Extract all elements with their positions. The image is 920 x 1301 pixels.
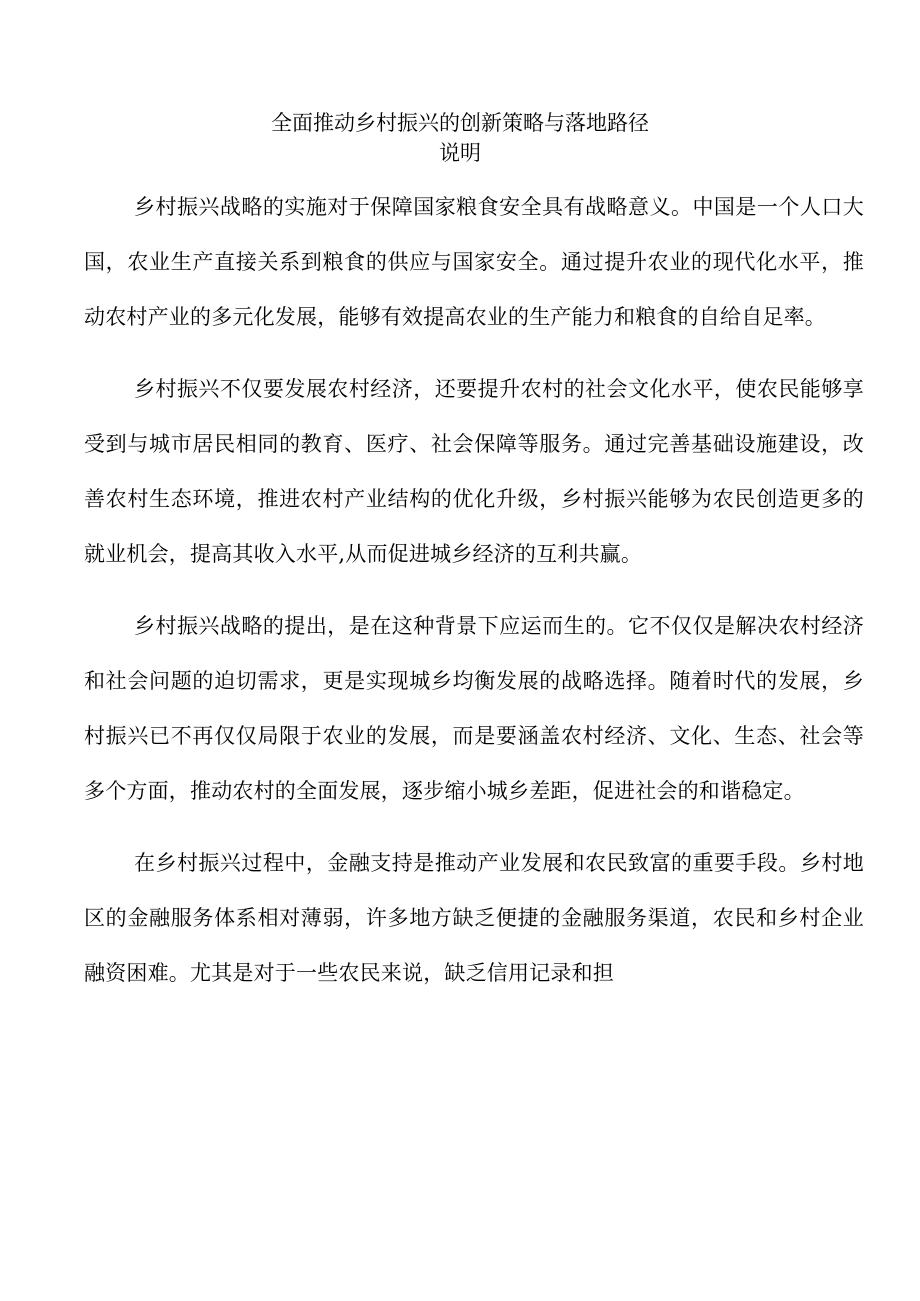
document-title: 全面推动乡村振兴的创新策略与落地路径: [271, 111, 649, 135]
paragraph-4: 在乡村振兴过程中，金融支持是推动产业发展和农民致富的重要手段。乡村地区的金融服务体系相对薄弱，许多地方缺乏便捷的金融服务渠道，农民和乡村企业融资困难。尤其是对于一些农民来说，缺乏信用记录和担: [84, 851, 864, 985]
document-subtitle: 说明: [439, 141, 481, 165]
paragraph-3: 乡村振兴战略的提出，是在这种背景下应运而生的。它不仅仅是解决农村经济和社会问题的迫切需求，更是实现城乡均衡发展的战略选择。随着时代的发展，乡村振兴已不再仅仅局限于农业的发展，而是要涵盖农村经济、文化、生态、社会等多个方面，推动农村的全面发展，逐步缩小城乡差距，促进社会的和谐稳定。: [84, 614, 864, 803]
document-body: [84, 180, 864, 1018]
paragraph-2: 乡村振兴不仅要发展农村经济，还要提升农村的社会文化水平，使农民能够享受到与城市居民相同的教育、医疗、社会保障等服务。通过完善基础设施建设，改善农村生态环境，推进农村产业结构的优化升级，乡村振兴能够为农民创造更多的就业机会，提高其收入水平,从而促进城乡经济的互利共赢。: [84, 377, 864, 566]
paragraph-1: 乡村振兴战略的实施对于保障国家粮食安全具有战略意义。中国是一个人口大国，农业生产直接关系到粮食的供应与国家安全。通过提升农业的现代化水平，推动农村产业的多元化发展，能够有效提高农业的生产能力和粮食的自给自足率。: [84, 195, 864, 329]
